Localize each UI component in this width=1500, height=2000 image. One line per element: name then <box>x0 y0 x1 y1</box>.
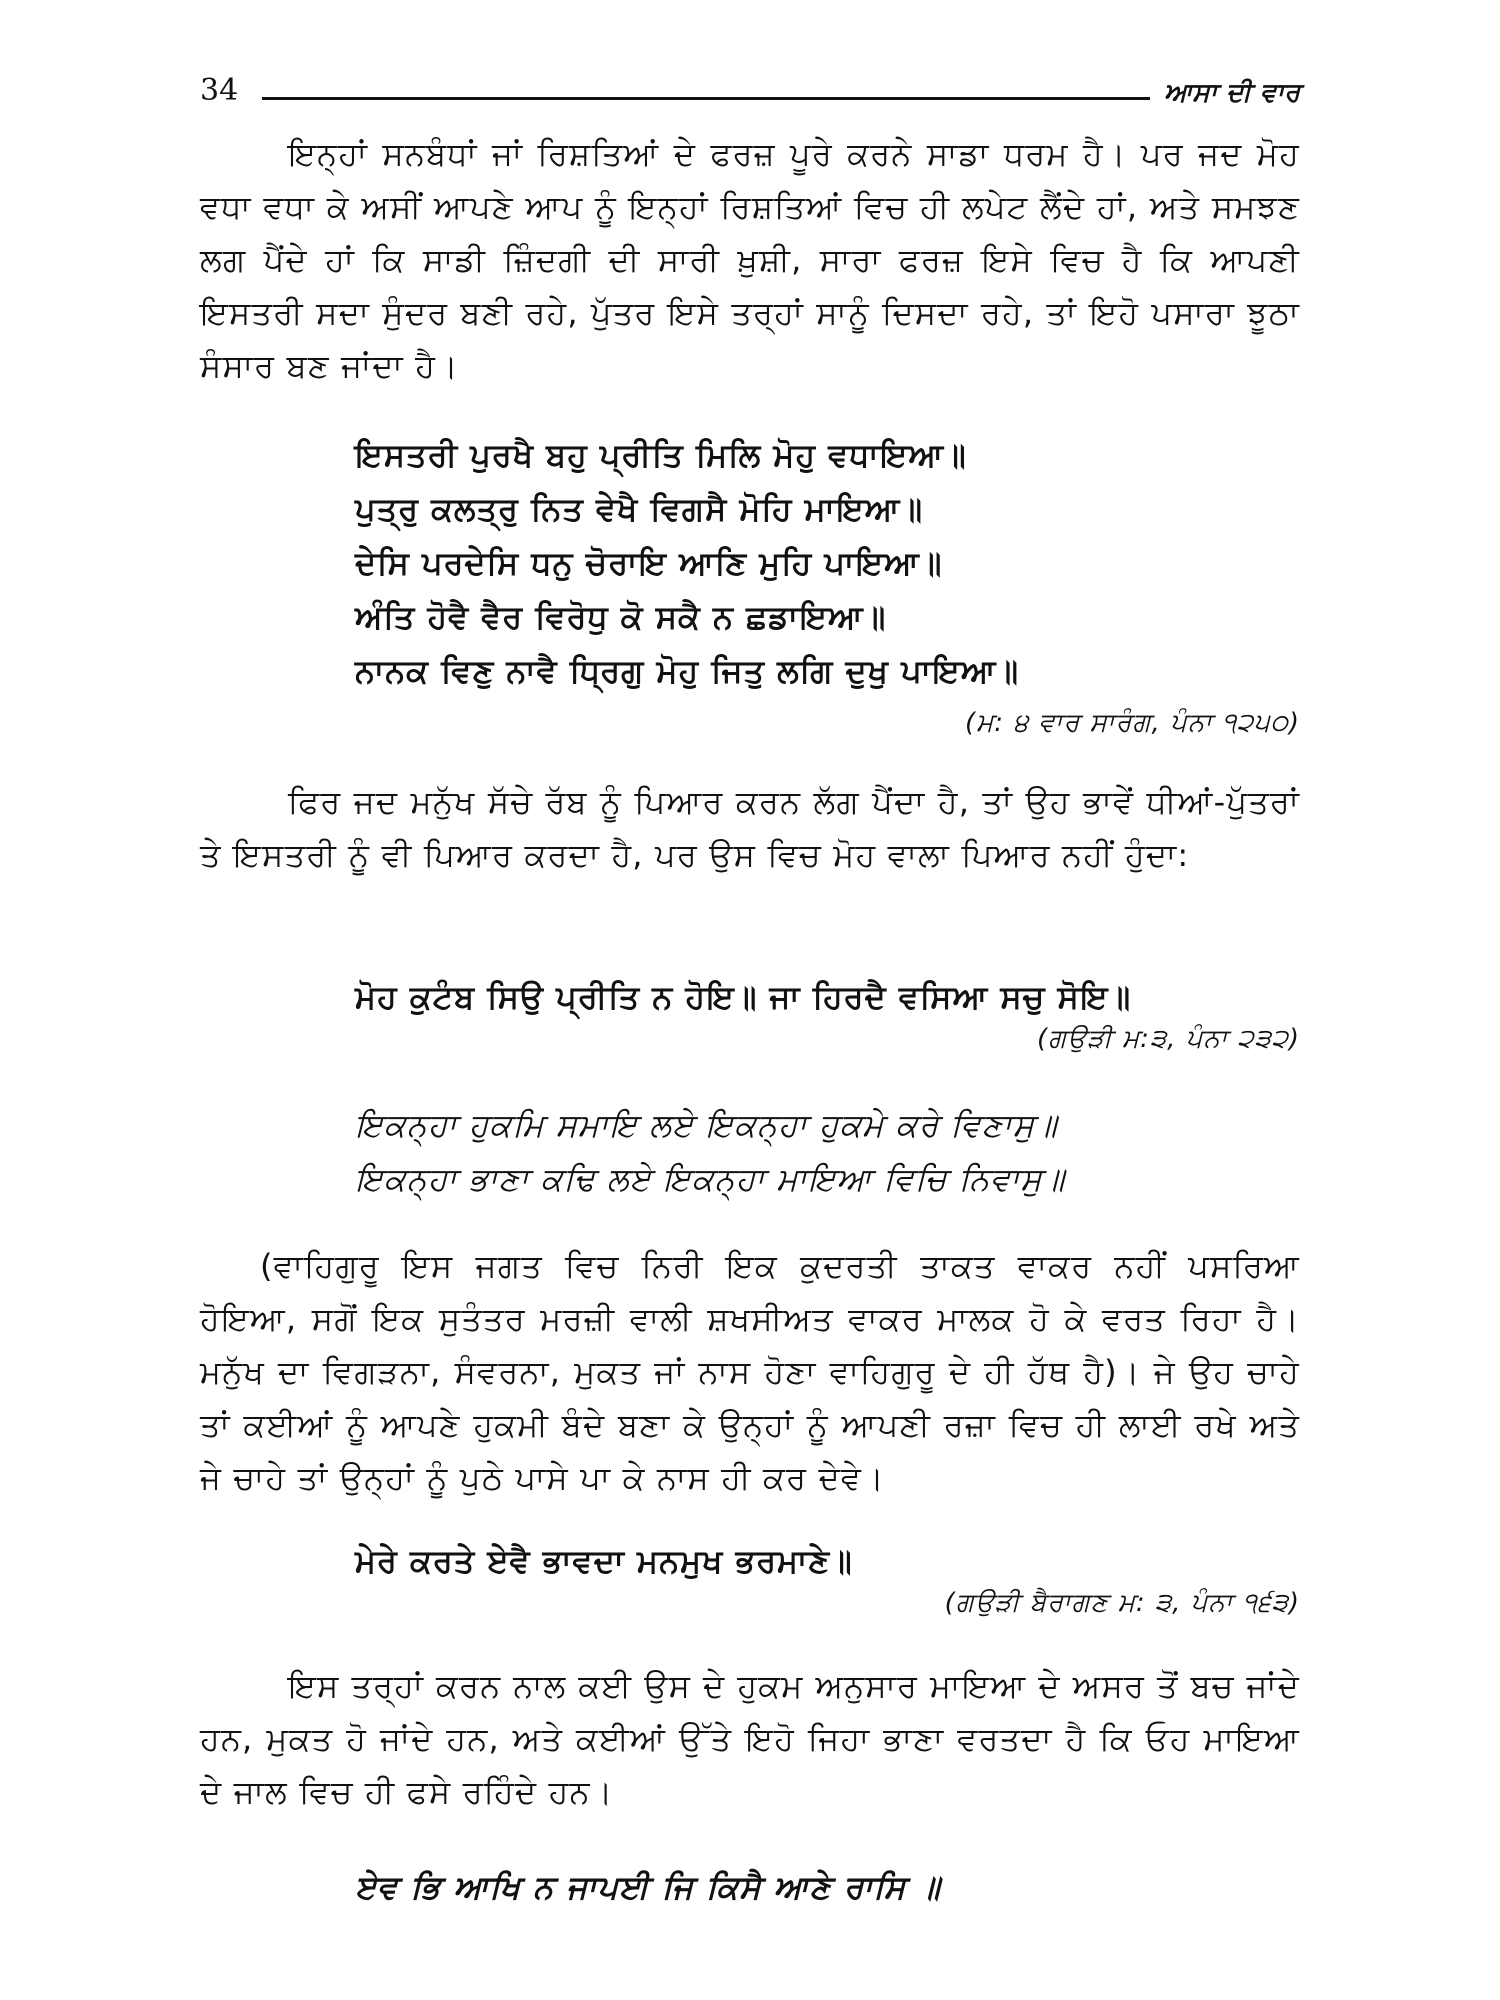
verse-line: ਪੁਤ੍ਰੁ ਕਲਤ੍ਰੁ ਨਿਤ ਵੇਖੈ ਵਿਗਸੈ ਮੋਹਿ ਮਾਇਆ॥ <box>355 490 924 528</box>
paragraph-text: ਇਸ ਤਰ੍ਹਾਂ ਕਰਨ ਨਾਲ ਕਈ ਉਸ ਦੇ ਹੁਕਮ ਅਨੁਸਾਰ ਮਾਇਆ ਦੇ ਅਸਰ ਤੋਂ ਬਚ ਜਾਂਦੇ ਹਨ, ਮੁਕਤ ਹੋ ਜਾਂਦੇ ਹਨ, ਅਤੇ ਕਈਆਂ ਉੱਤੇ ਇਹੋ ਜਿਹਾ ਭਾਣਾ ਵਰਤਦਾ ਹੈ ਕਿ ਓਹ ਮਾਇਆ ਦੇ ਜਾਲ ਵਿਚ ਹੀ ਫਸੇ ਰਹਿੰਦੇ ਹਨ। <box>200 1667 1300 1811</box>
running-head <box>200 58 1300 106</box>
verse-line: ਮੇਰੇ ਕਰਤੇ ਏਵੈ ਭਾਵਦਾ ਮਨਮੁਖ ਭਰਮਾਣੇ॥ <box>355 1542 853 1580</box>
verse-citation-1: (ਮ: ੪ ਵਾਰ ਸਾਰੰਗ, ਪੰਨਾ ੧੨੫੦) <box>964 708 1300 738</box>
page-number: 34 <box>200 73 239 108</box>
verse-citation-2: (ਗਉੜੀ ਮ:੩, ਪੰਨਾ ੨੩੨) <box>1036 1024 1300 1054</box>
paragraph-text: (ਵਾਹਿਗੁਰੂ ਇਸ ਜਗਤ ਵਿਚ ਨਿਰੀ ਇਕ ਕੁਦਰਤੀ ਤਾਕਤ ਵਾਕਰ ਨਹੀਂ ਪਸਰਿਆ ਹੋਇਆ, ਸਗੋਂ ਇਕ ਸੁਤੰਤਰ ਮਰਜ਼ੀ ਵਾਲੀ ਸ਼ਖਸੀਅਤ ਵਾਕਰ ਮਾਲਕ ਹੋ ਕੇ ਵਰਤ ਰਿਹਾ ਹੈ। ਮਨੁੱਖ ਦਾ ਵਿਗੜਨਾ, ਸੰਵਰਨਾ, ਮੁਕਤ ਜਾਂ ਨਾਸ ਹੋਣਾ ਵਾਹਿਗੁਰੂ ਦੇ ਹੀ ਹੱਥ ਹੈ)। ਜੇ ਉਹ ਚਾਹੇ ਤਾਂ ਕਈਆਂ ਨੂੰ ਆਪਣੇ ਹੁਕਮੀ ਬੰਦੇ ਬਣਾ ਕੇ ਉਨ੍ਹਾਂ ਨੂੰ ਆਪਣੀ ਰਜ਼ਾ ਵਿਚ ਹੀ ਲਾਈ ਰਖੇ ਅਤੇ ਜੇ ਚਾਹੇ ਤਾਂ ਉਨ੍ਹਾਂ ਨੂੰ ਪੁਠੇ ਪਾਸੇ ਪਾ ਕੇ ਨਾਸ ਹੀ ਕਰ ਦੇਵੇ। <box>200 1247 1300 1497</box>
running-title: ਆਸਾ ਦੀ ਵਾਰ <box>1163 78 1300 108</box>
verse-line: ਅੰਤਿ ਹੋਵੈ ਵੈਰ ਵਿਰੋਧੁ ਕੋ ਸਕੈ ਨ ਛਡਾਇਆ॥ <box>355 598 887 636</box>
verse-block-4 <box>355 1534 853 1588</box>
verse-line: ਏਵ ਭਿ ਆਖਿ ਨ ਜਾਪਈ ਜਿ ਕਿਸੈ ਆਣੇ ਰਾਸਿ ॥ <box>355 1868 941 1906</box>
verse-block-3 <box>355 1098 1065 1206</box>
paragraph-1 <box>200 128 1300 393</box>
verse-line: ਇਸਤਰੀ ਪੁਰਖੈ ਬਹੁ ਪ੍ਰੀਤਿ ਮਿਲਿ ਮੋਹੁ ਵਧਾਇਆ॥ <box>355 436 967 474</box>
verse-citation-4: (ਗਉੜੀ ਬੈਰਾਗਣ ਮ: ੩, ਪੰਨਾ ੧੬੩) <box>944 1588 1300 1618</box>
paragraph-text: ਫਿਰ ਜਦ ਮਨੁੱਖ ਸੱਚੇ ਰੱਬ ਨੂੰ ਪਿਆਰ ਕਰਨ ਲੱਗ ਪੈਂਦਾ ਹੈ, ਤਾਂ ਉਹ ਭਾਵੇਂ ਧੀਆਂ-ਪੁੱਤਰਾਂ ਤੇ ਇਸਤਰੀ ਨੂੰ ਵੀ ਪਿਆਰ ਕਰਦਾ ਹੈ, ਪਰ ਉਸ ਵਿਚ ਮੋਹ ਵਾਲਾ ਪਿਆਰ ਨਹੀਂ ਹੁੰਦਾ: <box>200 783 1300 874</box>
paragraph-2 <box>200 776 1300 882</box>
verse-block-5 <box>355 1860 941 1914</box>
verse-line: ਨਾਨਕ ਵਿਣੁ ਨਾਵੈ ਧ੍ਰਿਗੁ ਮੋਹੁ ਜਿਤੁ ਲਗਿ ਦੁਖੁ ਪਾਇਆ॥ <box>355 652 1020 690</box>
verse-line: ਮੋਹ ਕੁਟੰਬ ਸਿਉ ਪ੍ਰੀਤਿ ਨ ਹੋਇ॥ ਜਾ ਹਿਰਦੈ ਵਸਿਆ ਸਚੁ ਸੋਇ॥ <box>355 978 1132 1016</box>
verse-block-1 <box>355 428 1019 698</box>
paragraph-3 <box>200 1240 1300 1505</box>
verse-block-2 <box>355 970 1131 1024</box>
verse-line: ਦੇਸਿ ਪਰਦੇਸਿ ਧਨੁ ਚੋਰਾਇ ਆਣਿ ਮੁਹਿ ਪਾਇਆ॥ <box>355 544 943 582</box>
header-rule <box>262 97 1150 100</box>
paragraph-4 <box>200 1660 1300 1819</box>
verse-line: ਇਕਨ੍ਹਾ ਭਾਣਾ ਕਢਿ ਲਏ ਇਕਨ੍ਹਾ ਮਾਇਆ ਵਿਚਿ ਨਿਵਾਸੁ॥ <box>355 1160 1066 1198</box>
paragraph-text: ਇਨ੍ਹਾਂ ਸਨਬੰਧਾਂ ਜਾਂ ਰਿਸ਼ਤਿਆਂ ਦੇ ਫਰਜ਼ ਪੂਰੇ ਕਰਨੇ ਸਾਡਾ ਧਰਮ ਹੈ। ਪਰ ਜਦ ਮੋਹ ਵਧਾ ਵਧਾ ਕੇ ਅਸੀਂ ਆਪਣੇ ਆਪ ਨੂੰ ਇਨ੍ਹਾਂ ਰਿਸ਼ਤਿਆਂ ਵਿਚ ਹੀ ਲਪੇਟ ਲੈਂਦੇ ਹਾਂ, ਅਤੇ ਸਮਝਣ ਲਗ ਪੈਂਦੇ ਹਾਂ ਕਿ ਸਾਡੀ ਜ਼ਿੰਦਗੀ ਦੀ ਸਾਰੀ ਖ਼ੁਸ਼ੀ, ਸਾਰਾ ਫਰਜ਼ ਇਸੇ ਵਿਚ ਹੈ ਕਿ ਆਪਣੀ ਇਸਤਰੀ ਸਦਾ ਸੁੰਦਰ ਬਣੀ ਰਹੇ, ਪੁੱਤਰ ਇਸੇ ਤਰ੍ਹਾਂ ਸਾਨੂੰ ਦਿਸਦਾ ਰਹੇ, ਤਾਂ ਇਹੋ ਪਸਾਰਾ ਝੂਠਾ ਸੰਸਾਰ ਬਣ ਜਾਂਦਾ ਹੈ। <box>200 135 1300 385</box>
verse-line: ਇਕਨ੍ਹਾ ਹੁਕਮਿ ਸਮਾਇ ਲਏ ਇਕਨ੍ਹਾ ਹੁਕਮੇ ਕਰੇ ਵਿਣਾਸੁ॥ <box>355 1106 1058 1144</box>
